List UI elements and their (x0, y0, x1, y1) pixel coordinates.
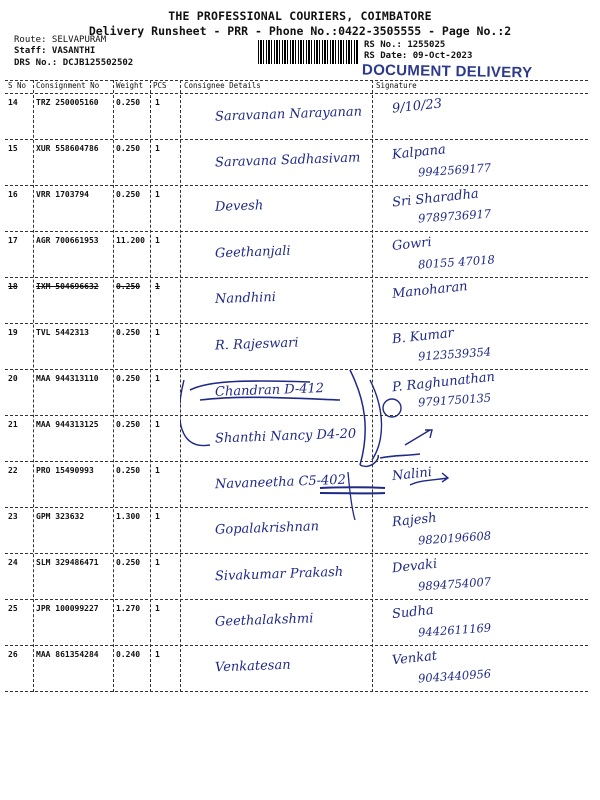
row-sno: 14 (8, 98, 18, 107)
row-weight: 0.240 (116, 650, 141, 659)
row-consignment-no: TRZ 250005160 (36, 98, 99, 107)
row-weight: 0.250 (116, 466, 141, 475)
row-signature: Kalpana (391, 142, 447, 163)
row-consignee-handwriting: R. Rajeswari (214, 335, 299, 354)
row-weight: 1.270 (116, 604, 141, 613)
row-consignment-no: AGR 700661953 (36, 236, 99, 245)
row-divider (5, 507, 588, 508)
row-consignment-no: MAA 944313125 (36, 420, 99, 429)
rs-number: RS No.: 1255025 (364, 40, 446, 50)
row-signature: Gowri (391, 234, 433, 255)
row-phone-handwriting: 9043440956 (417, 666, 492, 686)
row-signature: Sri Sharadha (391, 186, 480, 211)
col-divider (33, 80, 34, 692)
row-signature: Sudha (391, 602, 435, 623)
row-consignment-no: MAA 944313110 (36, 374, 99, 383)
row-sno: 15 (8, 144, 18, 153)
row-consignment-no: SLM 329486471 (36, 558, 99, 567)
row-consignment-no: XUR 558604786 (36, 144, 99, 153)
row-consignment-no: MAA 861354284 (36, 650, 99, 659)
route-label: Route: SELVAPURAM (14, 35, 107, 45)
row-sno: 22 (8, 466, 18, 475)
row-consignee-handwriting: Chandran D-412 (214, 381, 325, 400)
row-sno: 25 (8, 604, 18, 613)
col-header-weight: Weight (116, 81, 144, 90)
row-weight: 0.250 (116, 420, 141, 429)
row-signature: Nalini (391, 464, 433, 485)
row-divider (5, 369, 588, 370)
row-weight: 0.250 (116, 558, 141, 567)
row-phone-handwriting: 9820196608 (417, 528, 492, 548)
document-delivery-stamp: DOCUMENT DELIVERY (361, 61, 533, 82)
row-weight: 0.250 (116, 98, 141, 107)
row-phone-handwriting: 9894754007 (417, 574, 492, 594)
row-sno: 16 (8, 190, 18, 199)
row-pcs: 1 (155, 236, 160, 245)
row-consignee-handwriting: Sivakumar Prakash (214, 564, 344, 585)
row-divider (5, 553, 588, 554)
row-pcs: 1 (155, 190, 160, 199)
row-consignee-handwriting: Devesh (214, 198, 264, 215)
row-pcs: 1 (155, 420, 160, 429)
row-divider (5, 231, 588, 232)
row-pcs: 1 (155, 650, 160, 659)
row-weight: 0.250 (116, 374, 141, 383)
row-weight: 0.250 (116, 282, 141, 291)
col-divider (150, 80, 151, 692)
row-consignee-handwriting: Navaneetha C5-402 (214, 472, 347, 493)
row-phone-handwriting: 9123539354 (417, 344, 492, 364)
drs-number: DRS No.: DCJB125502502 (14, 58, 134, 68)
row-signature: Venkat (391, 648, 438, 669)
row-divider (5, 461, 588, 462)
row-weight: 0.250 (116, 190, 141, 199)
row-consignee-handwriting: Venkatesan (214, 657, 291, 676)
col-header-sno: S No (8, 81, 27, 90)
row-divider (5, 415, 588, 416)
row-weight: 11.200 (116, 236, 145, 245)
company-title: THE PROFESSIONAL COURIERS, COIMBATORE (168, 9, 432, 23)
row-consignment-no: PRO 15490993 (36, 466, 94, 475)
row-consignee-handwriting: Gopalakrishnan (214, 519, 320, 538)
col-header-pcs: PCS (153, 81, 167, 90)
row-sno: 21 (8, 420, 18, 429)
row-divider (5, 139, 588, 140)
row-consignee-handwriting: Nandhini (214, 289, 277, 308)
row-pcs: 1 (155, 282, 160, 291)
row-divider (5, 691, 588, 692)
rs-date: RS Date: 09-Oct-2023 (364, 51, 473, 61)
row-consignment-no: IXM 504696632 (36, 282, 99, 291)
row-phone-handwriting: 80155 47018 (417, 252, 496, 272)
row-divider (5, 277, 588, 278)
row-pcs: 1 (155, 512, 160, 521)
row-phone-handwriting: 9442611169 (417, 620, 492, 640)
row-consignee-handwriting: Geethanjali (214, 243, 291, 262)
row-sno: 20 (8, 374, 18, 383)
row-sno: 24 (8, 558, 18, 567)
row-consignee-handwriting: Saravana Sadhasivam (214, 150, 361, 171)
row-consignment-no: JPR 100099227 (36, 604, 99, 613)
runsheet-subtitle: Delivery Runsheet - PRR - Phone No.:0422-3505555 - Page No.:2 (88, 24, 512, 38)
col-divider (113, 80, 114, 692)
row-signature: Rajesh (391, 510, 438, 531)
row-pcs: 1 (155, 328, 160, 337)
row-consignee-handwriting: Shanthi Nancy D4-20 (214, 426, 357, 447)
staff-label: Staff: VASANTHI (14, 46, 96, 56)
table-header-border (5, 93, 588, 94)
row-pcs: 1 (155, 558, 160, 567)
col-header-consignment: Consignment No (36, 81, 100, 90)
row-signature: B. Kumar (391, 325, 455, 348)
col-header-consignee: Consignee Details (184, 81, 261, 90)
row-consignment-no: VRR 1703794 (36, 190, 89, 199)
row-consignment-no: TVL 5442313 (36, 328, 89, 337)
row-weight: 1.300 (116, 512, 141, 521)
row-signature: Devaki (391, 556, 438, 577)
row-sno: 26 (8, 650, 18, 659)
row-divider (5, 323, 588, 324)
row-divider (5, 599, 588, 600)
row-signature: P. Raghunathan (391, 369, 496, 396)
barcode (258, 40, 358, 64)
row-divider (5, 185, 588, 186)
row-pcs: 1 (155, 374, 160, 383)
row-pcs: 1 (155, 604, 160, 613)
row-consignee-handwriting: Geethalakshmi (214, 611, 314, 630)
row-weight: 0.250 (116, 328, 141, 337)
row-sno: 17 (8, 236, 18, 245)
row-divider (5, 645, 588, 646)
row-phone-handwriting: 9789736917 (417, 206, 492, 226)
row-sno: 19 (8, 328, 18, 337)
row-pcs: 1 (155, 466, 160, 475)
row-pcs: 1 (155, 144, 160, 153)
col-header-signature: Signature (376, 81, 417, 90)
row-consignee-handwriting: Saravanan Narayanan (214, 104, 363, 125)
row-phone-handwriting: 9942569177 (417, 160, 492, 180)
row-weight: 0.250 (116, 144, 141, 153)
row-sno: 18 (8, 282, 18, 291)
row-signature: Manoharan (391, 279, 469, 302)
row-pcs: 1 (155, 98, 160, 107)
row-signature: 9/10/23 (391, 96, 443, 117)
row-sno: 23 (8, 512, 18, 521)
row-phone-handwriting: 9791750135 (417, 390, 492, 410)
row-consignment-no: GPM 323632 (36, 512, 85, 521)
